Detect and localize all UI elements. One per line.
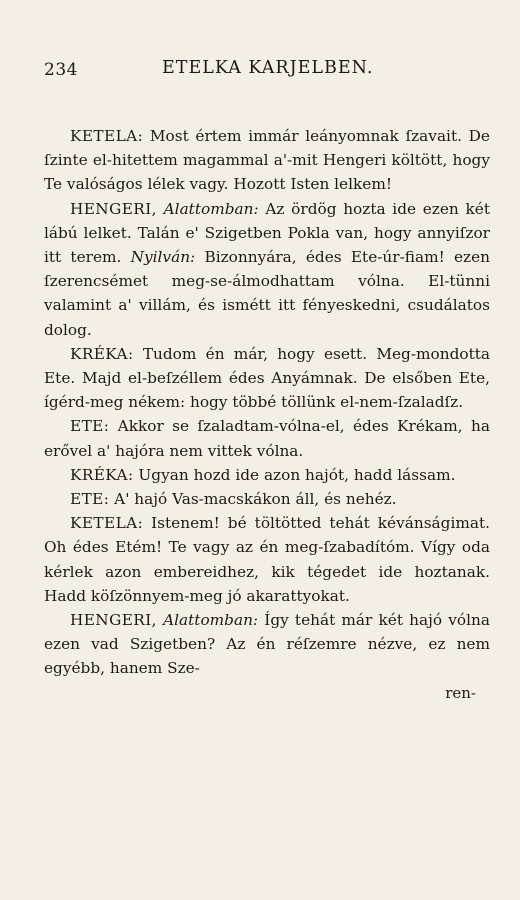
speaker-name: HENGERI, [70, 199, 157, 218]
stage-direction: Nyilván: [130, 248, 196, 267]
text-body [44, 124, 490, 705]
speaker-name: KETELA: [70, 514, 144, 533]
dialogue-text: A' hajó Vas-macskákon áll, és nehéz. [114, 490, 397, 509]
dialogue-text: Így tehát már két hajó vólna ezen vad Szigetben? Az én réſzemre nézve, ez nem egyébb, hanem Sze- [44, 611, 490, 678]
speaker-name: KRÉKA: [70, 465, 134, 484]
dialogue-text: Most értem immár leányomnak ſzavait. De ſzinte el-hitettem magammal a'-mit Hengeri költött, hogy Te valóságos lélek vagy. Hozott Isten lelkem! [44, 127, 490, 194]
dialogue-text: Akkor se ſzaladtam-vólna-el, édes Krékam, ha erővel a' hajóra nem vittek vólna. [44, 417, 490, 460]
dialogue-text: Ugyan hozd ide azon hajót, hadd lássam. [138, 465, 456, 484]
dialogue-paragraph [44, 487, 490, 511]
page-number: 234 [44, 60, 78, 80]
dialogue-paragraph [44, 608, 490, 681]
dialogue-paragraph [44, 414, 490, 462]
dialogue-text: Istenem! bé töltötted tehát kévánságimat. Oh édes Etém! Te vagy az én meg-ſzabadítóm. Vígy oda kérlek azon embereidhez, kik tégedet ide hoztanak. Hadd köſzönnyem-meg jó akarattyokat. [44, 514, 490, 605]
dialogue-text: Bizonnyára, édes Ete-úr-fiam! ezen ſzerencsémet meg-se-álmodhattam vólna. El-tünni valamint a' villám, és ismétt itt fényeskedni, csudálatos dolog. [44, 248, 490, 339]
dialogue-paragraph [44, 511, 490, 608]
dialogue-paragraph [44, 342, 490, 415]
speaker-name: ETE: [70, 490, 110, 509]
speaker-name: KETELA: [70, 127, 144, 145]
dialogue-paragraph [44, 124, 490, 197]
catchword: ren- [445, 683, 476, 702]
dialogue-paragraph [44, 463, 490, 487]
speaker-name: KRÉKA: [70, 344, 134, 363]
speaker-name: ETE: [70, 417, 110, 436]
dialogue-text: Tudom én már, hogy esett. Meg-mondotta Ete. Majd el-beſzéllem édes Anyámnak. De elsőben Ete, ígérd-meg nékem: hogy többé töllünk el-nem-ſzaladſz. [44, 344, 490, 412]
dialogue-paragraph [44, 197, 490, 342]
running-head [44, 44, 490, 78]
stage-direction: Alattomban: [163, 199, 259, 218]
stage-direction: Alattomban: [163, 611, 259, 630]
speaker-name: HENGERI, [70, 611, 157, 630]
running-title: ETELKA KARJELBEN. [162, 58, 374, 78]
dialogue-text: Az ördög hozta ide ezen két lábú lelket. Talán e' Szigetben Pokla van, hogy annyiſzor itt terem. [44, 199, 490, 267]
